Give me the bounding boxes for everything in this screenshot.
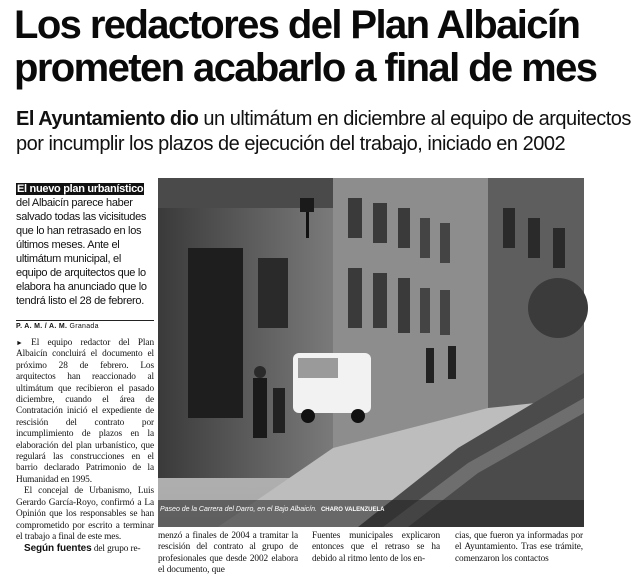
subheadline-line-2: por incumplir los plazos de ejecución del trabajo, iniciado en 2002 — [16, 133, 566, 155]
photo-caption — [160, 506, 430, 513]
headline — [14, 3, 597, 90]
subheadline-lead: El Ayuntamiento dio — [16, 108, 199, 130]
street-photo — [158, 178, 584, 527]
byline-authors: P. A. M. / A. M. — [16, 323, 68, 330]
subheadline-line-1-rest: un ultimátum en diciembre al equipo de arquitectos — [198, 108, 631, 130]
bottom-column-1-text: menzó a finales de 2004 a tramitar la rescisión del contrato al grupo de profesionales que desde 2002 elabora el documento, que — [158, 531, 298, 576]
bottom-column-2-text: Fuentes municipales explicaron entonces que el retraso se ha debido al ritmo lento de los en- — [312, 531, 440, 564]
summary-text: del Albaicín parece haber salvado todas las vicisitudes que lo han retrasado en los últimos meses. Ante el ultimátum municipal, el equipo de arquitectos que lo elabora ha anunciado que lo tendrá listo el 28 de febrero. — [16, 197, 147, 307]
body-paragraph-3 — [16, 543, 154, 555]
headline-line-1: Los redactores del Plan Albaicín — [14, 3, 580, 47]
bottom-column-2 — [312, 531, 440, 565]
photo-caption-text: Paseo de la Carrera del Darro, en el Bajo Albaicín. — [160, 506, 317, 513]
body-paragraph-2: El concejal de Urbanismo, Luis Gerardo García-Royo, confirmó a La Opinión que los responsables se han comprometido por escrito a terminar el trabajo a final de este mes. — [16, 486, 154, 542]
body-paragraph-3-rest: del grupo re- — [91, 544, 141, 555]
byline — [16, 323, 154, 330]
summary-lead: El nuevo plan urbanístico — [17, 183, 144, 195]
body-paragraph-1: El equipo redactor del Plan Albaicín concluirá el documento el próximo 28 de febrero. Los arquitectos han reaccionado al ultimátum que recibieron el pasado diciembre, cuando el área de Contratación inició el expediente de rescisión del contrato por incumplimiento de plazos en la elaboración del plan urbanístico, que regulará las construcciones en el barrio declarado Patrimonio de la Humanidad en 1995. — [16, 338, 154, 485]
bottom-column-3-text: cias, que fueron ya informadas por el Ayuntamiento. Tras ese trámite, comenzaron los contactos — [455, 531, 583, 564]
article-body — [16, 338, 154, 556]
body-paragraph-3-lead: Según fuentes — [24, 543, 92, 555]
bottom-column-1 — [158, 531, 298, 577]
left-column — [16, 182, 154, 556]
subheadline — [16, 107, 631, 157]
headline-line-2: prometen acabarlo a final de mes — [14, 46, 597, 90]
body-paragraph — [16, 338, 154, 486]
subheadline-line-1 — [16, 107, 631, 132]
byline-rule — [16, 320, 154, 321]
bottom-column-3 — [455, 531, 583, 565]
bullet-arrow-icon: ► — [16, 339, 23, 347]
photo-street-scene — [158, 178, 584, 527]
summary-box — [16, 182, 154, 308]
byline-place: Granada — [69, 323, 99, 330]
photo-credit: CHARO VALENZUELA — [320, 507, 385, 513]
